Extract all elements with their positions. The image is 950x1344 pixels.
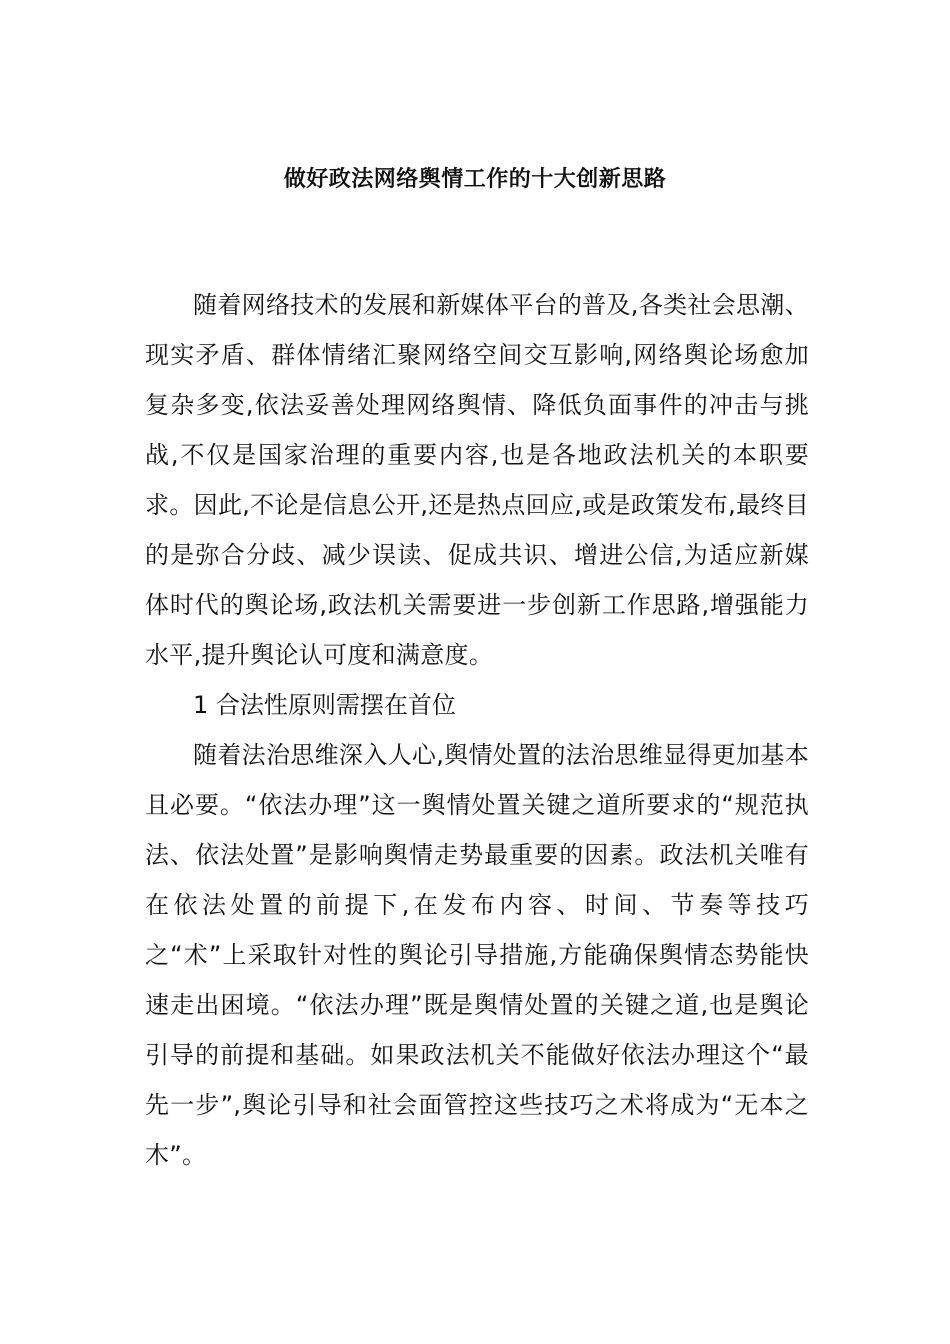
document-body [145,280,809,1180]
document-title: 做好政法网络舆情工作的十大创新思路 [283,167,667,192]
section-paragraph: 随着法治思维深入人心,舆情处置的法治思维显得更加基本且必要。“依法办理”这一舆情处置关键之道所要求的“规范执法、依法处置”是影响舆情走势最重要的因素。政法机关唯有在依法处置的前提下,在发布内容、时间、节奏等技巧之“术”上采取针对性的舆论引导措施,方能确保舆情态势能快速走出困境。“依法办理”既是舆情处置的关键之道,也是舆论引导的前提和基础。如果政法机关不能做好依法办理这个“最先一步”,舆论引导和社会面管控这些技巧之术将成为“无本之木”。 [145,741,809,1169]
intro-paragraph: 随着网络技术的发展和新媒体平台的普及,各类社会思潮、现实矛盾、群体情绪汇聚网络空间交互影响,网络舆论场愈加复杂多变,依法妥善处理网络舆情、降低负面事件的冲击与挑战,不仅是国家治理的重要内容,也是各地政法机关的本职要求。因此,不论是信息公开,还是热点回应,或是政策发布,最终目的是弥合分歧、减少误读、促成共识、增进公信,为适应新媒体时代的舆论场,政法机关需要进一步创新工作思路,增强能力水平,提升舆论认可度和满意度。 [145,291,809,669]
section-heading: 1 合法性原则需摆在首位 [193,691,456,719]
